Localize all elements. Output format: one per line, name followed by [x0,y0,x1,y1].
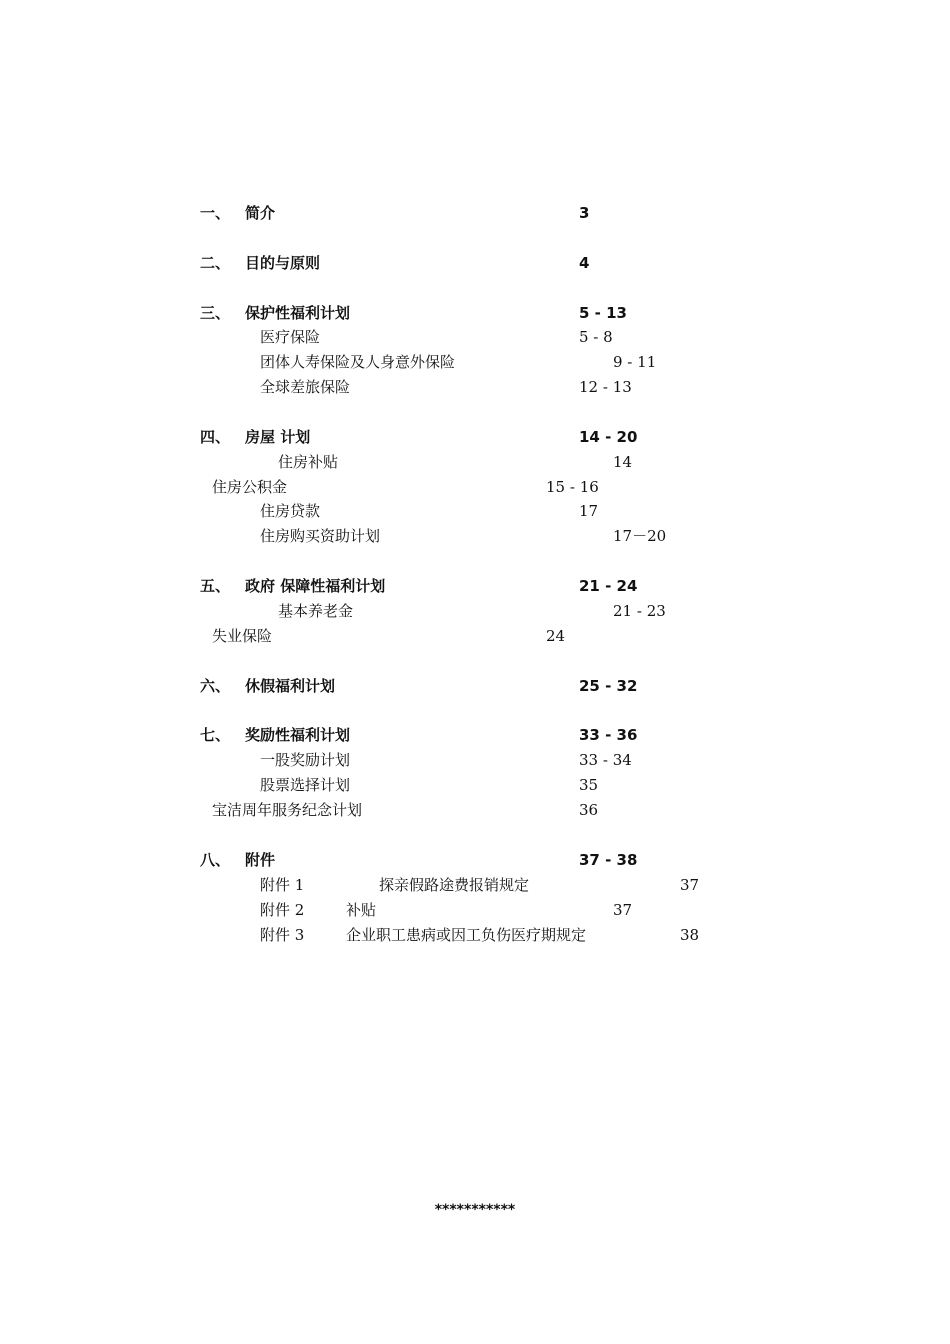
appendix-label: 附件 3 [260,926,305,944]
toc-item-pages: 33 - 34 [579,751,632,769]
appendix-label: 附件 2 [260,901,305,919]
section-8-pages: 37 - 38 [579,851,638,869]
toc-item-title: 基本养老金 [278,602,354,620]
toc-item-pages: 12 - 13 [579,378,632,396]
section-7-pages: 33 - 36 [579,726,638,744]
section-6-title: 休假福利计划 [245,677,336,695]
section-1-number: 一、 [200,204,231,222]
toc-item-title: 住房贷款 [260,502,321,520]
section-3-title: 保护性福利计划 [245,304,351,322]
toc-item-pages: 14 [613,453,633,471]
appendix-title: 补贴 [346,901,377,919]
section-5-title: 政府 保障性福利计划 [245,577,386,595]
section-4-title: 房屋 计划 [245,428,311,446]
section-6-pages: 25 - 32 [579,677,638,695]
toc-item-pages: 36 [579,801,599,819]
section-2-number: 二、 [200,254,231,272]
toc-item-pages: 9 - 11 [613,353,657,371]
toc-item-title: 股票选择计划 [260,776,351,794]
section-1-title: 简介 [245,204,276,222]
section-8-title: 附件 [245,851,276,869]
section-4-pages: 14 - 20 [579,428,638,446]
toc-item-pages: 24 [546,627,566,645]
section-5-number: 五、 [200,577,231,595]
appendix-title: 探亲假路途费报销规定 [379,876,530,894]
toc-item-title: 住房公积金 [212,478,288,496]
section-7-title: 奖励性福利计划 [245,726,351,744]
toc-item-pages: 35 [579,776,599,794]
section-3-pages: 5 - 13 [579,304,627,322]
toc-item-title: 团体人寿保险及人身意外保险 [260,353,456,371]
section-1-pages: 3 [579,204,590,222]
toc-item-pages: 15 - 16 [546,478,599,496]
section-7-number: 七、 [200,726,231,744]
toc-item-title: 宝洁周年服务纪念计划 [212,801,363,819]
toc-item-title: 医疗保险 [260,328,321,346]
toc-item-title: 住房购买资助计划 [260,527,381,545]
footer-separator: *********** [434,1202,516,1218]
appendix-pages: 37 [680,876,700,894]
appendix-title: 企业职工患病或因工负伤医疗期规定 [346,926,587,944]
section-4-number: 四、 [200,428,231,446]
section-2-pages: 4 [579,254,590,272]
section-6-number: 六、 [200,677,231,695]
appendix-pages: 37 [613,901,633,919]
toc-item-pages: 17－20 [613,527,667,545]
section-8-number: 八、 [200,851,231,869]
appendix-label: 附件 1 [260,876,305,894]
toc-item-title: 一股奖励计划 [260,751,351,769]
toc-item-title: 住房补贴 [278,453,339,471]
toc-item-title: 失业保险 [212,627,273,645]
toc-item-title: 全球差旅保险 [260,378,351,396]
section-2-title: 目的与原则 [245,254,321,272]
toc-item-pages: 17 [579,502,599,520]
section-5-pages: 21 - 24 [579,577,638,595]
appendix-pages: 38 [680,926,700,944]
toc-item-pages: 21 - 23 [613,602,666,620]
section-3-number: 三、 [200,304,231,322]
toc-item-pages: 5 - 8 [579,328,613,346]
